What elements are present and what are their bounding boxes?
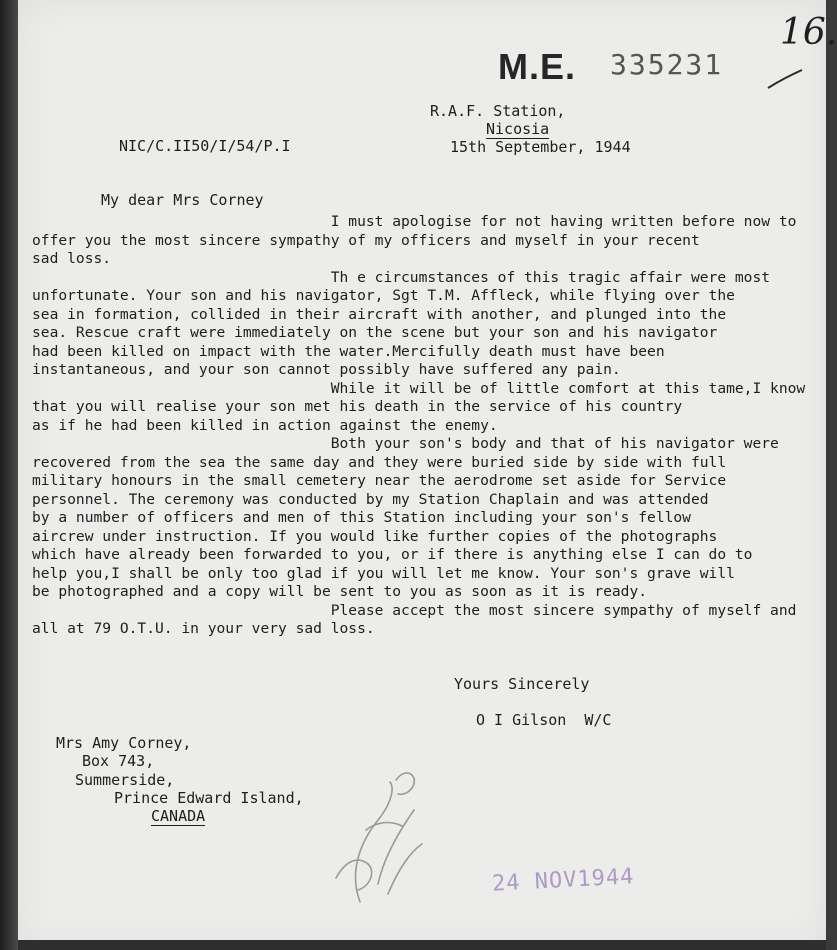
addressee-province: Prince Edward Island, bbox=[114, 789, 304, 807]
body-line: help you,I shall be only too glad if you will let me know. Your son's grave will bbox=[32, 564, 735, 582]
page-edge bbox=[0, 0, 18, 950]
body-line: sad loss. bbox=[32, 250, 112, 267]
body-line: had been killed on impact with the water.Mercifully death must have been bbox=[32, 342, 665, 360]
body-line: personnel. The ceremony was conducted by my Station Chaplain and was attended bbox=[32, 490, 709, 508]
pencil-signature bbox=[318, 760, 428, 910]
body-line: Please accept the most sincere sympathy of myself and bbox=[32, 601, 797, 619]
letter-date: 15th September, 1944 bbox=[450, 138, 631, 156]
body-line: sea in formation, collided in their aircraft with another, and plunged into the bbox=[32, 305, 727, 323]
letter-page bbox=[18, 0, 837, 950]
valediction: Yours Sincerely bbox=[454, 675, 590, 693]
salutation: My dear Mrs Corney bbox=[101, 191, 264, 209]
station-name: Nicosia bbox=[486, 120, 550, 138]
body-line: instantaneous, and your son cannot possibly have suffered any pain. bbox=[32, 361, 621, 378]
body-line: which have already been forwarded to you, or if there is anything else I can do to bbox=[32, 546, 753, 563]
body-line: sea. Rescue craft were immediately on the scene but your son and his navigator bbox=[32, 324, 718, 341]
body-line: military honours in the small cemetery near the aerodrome set aside for Service bbox=[32, 472, 727, 489]
addressee-name: Mrs Amy Corney, bbox=[56, 734, 192, 752]
body-line: that you will realise your son met his death in the service of his country bbox=[32, 398, 683, 415]
letter-body bbox=[32, 213, 812, 639]
received-date-stamp: 24 NOV1944 bbox=[491, 864, 636, 897]
reference-number: NIC/C.II50/I/54/P.I bbox=[119, 137, 291, 155]
file-prefix: M.E. bbox=[498, 46, 577, 87]
body-line: I must apologise for not having written before now to bbox=[32, 213, 797, 230]
body-line: Both your son's body and that of his navigator were bbox=[32, 435, 779, 452]
addressee-town: Summerside, bbox=[75, 771, 175, 789]
station-line: R.A.F. Station, bbox=[430, 102, 566, 120]
handwritten-page-number: 16. bbox=[780, 12, 837, 53]
body-line: all at 79 O.T.U. in your very sad loss. bbox=[32, 620, 375, 637]
scan-bottom-edge bbox=[18, 940, 826, 950]
body-line: offer you the most sincere sympathy of my officers and myself in your recent bbox=[32, 231, 700, 249]
file-number: 335231 bbox=[610, 48, 724, 81]
body-line: be photographed and a copy will be sent to you as soon as it is ready. bbox=[32, 583, 648, 600]
body-line: recovered from the sea the same day and they were buried side by side with full bbox=[32, 453, 727, 471]
body-line: as if he had been killed in action against the enemy. bbox=[32, 416, 498, 434]
addressee-box: Box 743, bbox=[82, 752, 155, 770]
handwritten-dash-mark bbox=[766, 62, 806, 92]
body-line: Th e circumstances of this tragic affair were most bbox=[32, 268, 771, 286]
body-line: by a number of officers and men of this Station including your son's fellow bbox=[32, 509, 691, 526]
body-line: aircrew under instruction. If you would like further copies of the photographs bbox=[32, 527, 718, 545]
signatory-name: O I Gilson W/C bbox=[476, 711, 612, 729]
addressee-country: CANADA bbox=[151, 807, 206, 825]
body-line: While it will be of little comfort at this tame,I know bbox=[32, 379, 806, 397]
body-line: unfortunate. Your son and his navigator, Sgt T.M. Affleck, while flying over the bbox=[32, 287, 735, 304]
